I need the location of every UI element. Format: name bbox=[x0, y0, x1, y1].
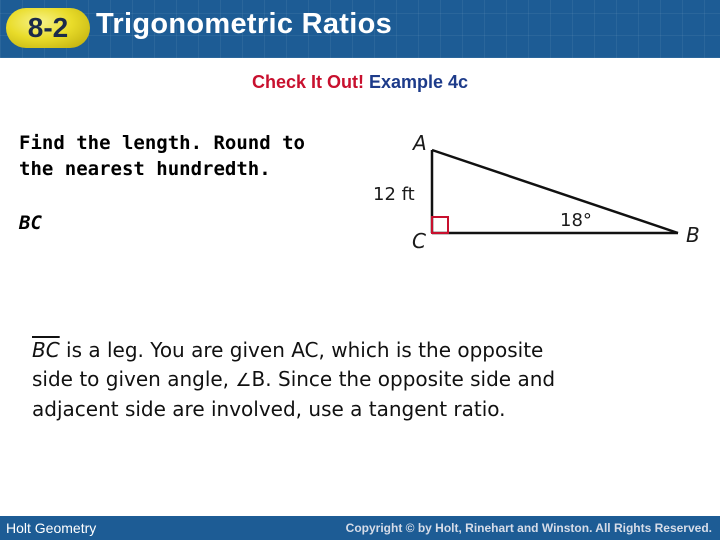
example-label: Example 4c bbox=[368, 72, 469, 92]
angle-icon: ∠ bbox=[235, 370, 252, 391]
right-triangle-figure bbox=[360, 120, 720, 265]
angle-name: B bbox=[251, 367, 266, 391]
explanation-line-1 bbox=[32, 336, 682, 365]
check-it-out-label: Check It Out! bbox=[251, 72, 364, 92]
lesson-number-badge: 8-2 bbox=[6, 8, 90, 48]
footer-course-name: Holt Geometry bbox=[6, 520, 97, 536]
vertex-a-label: A bbox=[413, 131, 427, 155]
vertex-b-label: B bbox=[686, 223, 700, 247]
lesson-title: Trigonometric Ratios bbox=[96, 8, 393, 40]
vertex-c-label: C bbox=[412, 229, 426, 253]
problem-line-2: the nearest hundredth. bbox=[19, 158, 271, 180]
footer-bar bbox=[0, 516, 720, 540]
side-ab bbox=[432, 150, 678, 233]
footer-copyright: Copyright © by Holt, Rinehart and Winston. All Rights Reserved. bbox=[345, 521, 712, 535]
problem-line-1: Find the length. Round to bbox=[19, 132, 305, 154]
explanation-line-3: adjacent side are involved, use a tangent ratio. bbox=[32, 397, 506, 421]
explanation-line-2 bbox=[32, 365, 682, 395]
target-segment-label: BC bbox=[19, 212, 42, 234]
angle-measure-label: 18° bbox=[560, 210, 592, 231]
header-bar bbox=[0, 0, 720, 58]
explanation-line-2-start: side to given angle, bbox=[32, 367, 236, 391]
explanation-line-2-end: . Since the opposite side and bbox=[265, 367, 556, 391]
explanation-line-1-text: is a leg. You are given AC, which is the opposite bbox=[59, 338, 544, 362]
problem-statement bbox=[19, 130, 369, 182]
right-angle-marker bbox=[432, 217, 448, 233]
side-length-label: 12 ft bbox=[373, 184, 415, 205]
example-subtitle bbox=[0, 72, 720, 93]
segment-bc: $\overline{BC}$ bbox=[32, 338, 60, 362]
explanation-text bbox=[32, 336, 682, 424]
